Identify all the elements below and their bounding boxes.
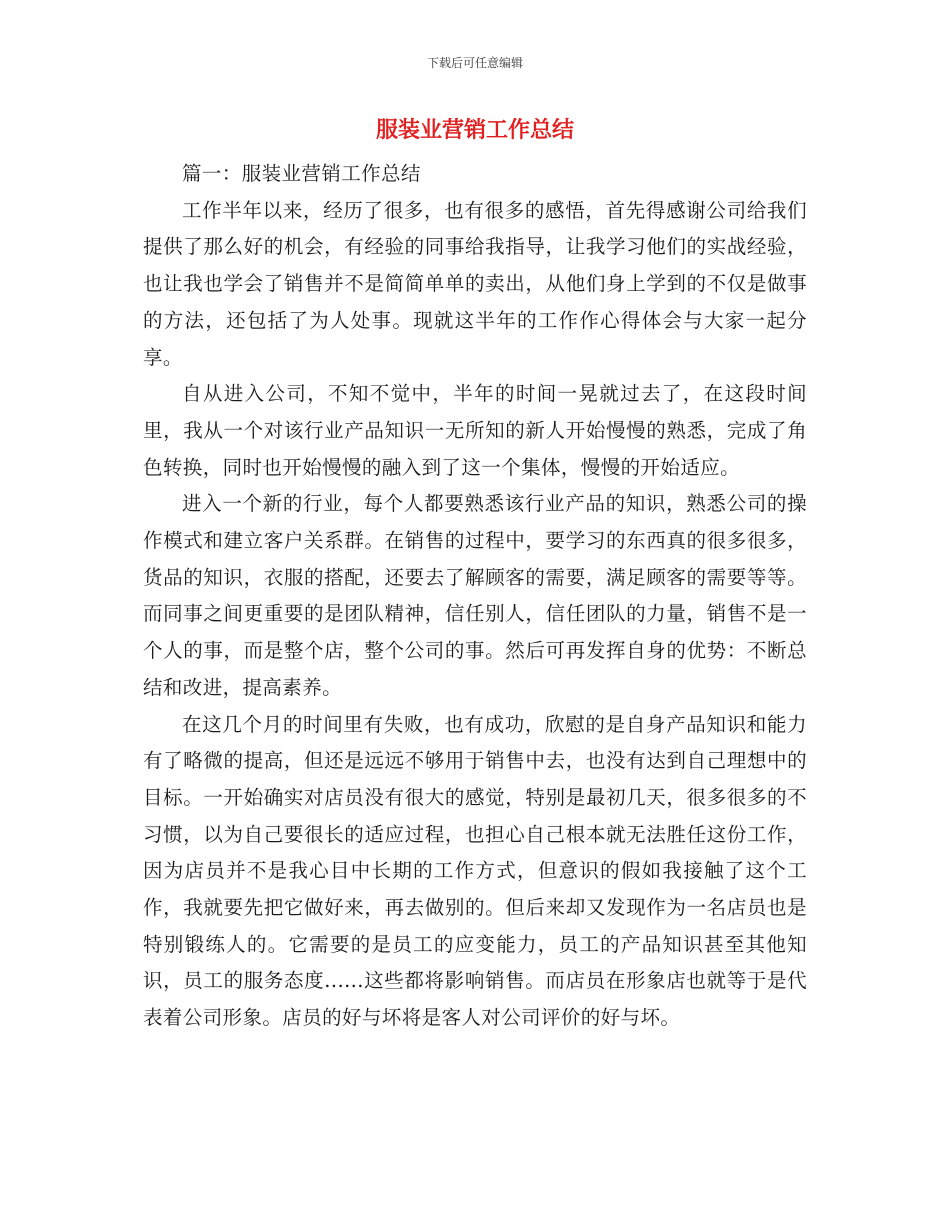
paragraph: 进入一个新的行业，每个人都要熟悉该行业产品的知识，熟悉公司的操作模式和建立客户关系群。在销售的过程中，要学习的东西真的很多很多，货品的知识，衣服的搭配，还要去了解顾客的需要，满足顾客的需要等等。而同事之间更重要的是团队精神，信任别人，信任团队的力量，销售不是一个人的事，而是整个店，整个公司的事。然后可再发挥自身的优势：不断总结和改进，提高素养。 [143,492,807,699]
paragraph: 自从进入公司，不知不觉中，半年的时间一晃就过去了，在这段时间里，我从一个对该行业产品知识一无所知的新人开始慢慢的熟悉，完成了角色转换，同时也开始慢慢的融入到了这一个集体，慢慢的开始适应。 [143,382,807,479]
paragraph: 工作半年以来，经历了很多，也有很多的感悟，首先得感谢公司给我们提供了那么好的机会，有经验的同事给我指导，让我学习他们的实战经验，也让我也学会了销售并不是简简单单的卖出，从他们身上学到的不仅是做事的方法，还包括了为人处事。现就这半年的工作作心得体会与大家一起分享。 [143,198,807,369]
section-heading: 篇一：服装业营销工作总结 [182,162,421,185]
paragraph: 在这几个月的时间里有失败，也有成功，欣慰的是自身产品知识和能力有了略微的提高，但还是远远不够用于销售中去，也没有达到自己理想中的目标。一开始确实对店员没有很大的感觉，特别是最初几天，很多很多的不习惯，以为自己要很长的适应过程，也担心自己根本就无法胜任这份工作，因为店员并不是我心目中长期的工作方式，但意识的假如我接触了这个工作，我就要先把它做好来，再去做别的。但后来却又发现作为一名店员也是特别锻练人的。它需要的是员工的应变能力，员工的产品知识甚至其他知识，员工的服务态度......这些都将影响销售。而店员在形象店也就等于是代表着公司形象。店员的好与坏将是客人对公司评价的好与坏。 [143,712,807,1030]
document-body [143,156,807,1037]
document-title: 服装业营销工作总结 [375,118,574,143]
page-header-note: 下载后可任意编辑 [426,56,523,70]
